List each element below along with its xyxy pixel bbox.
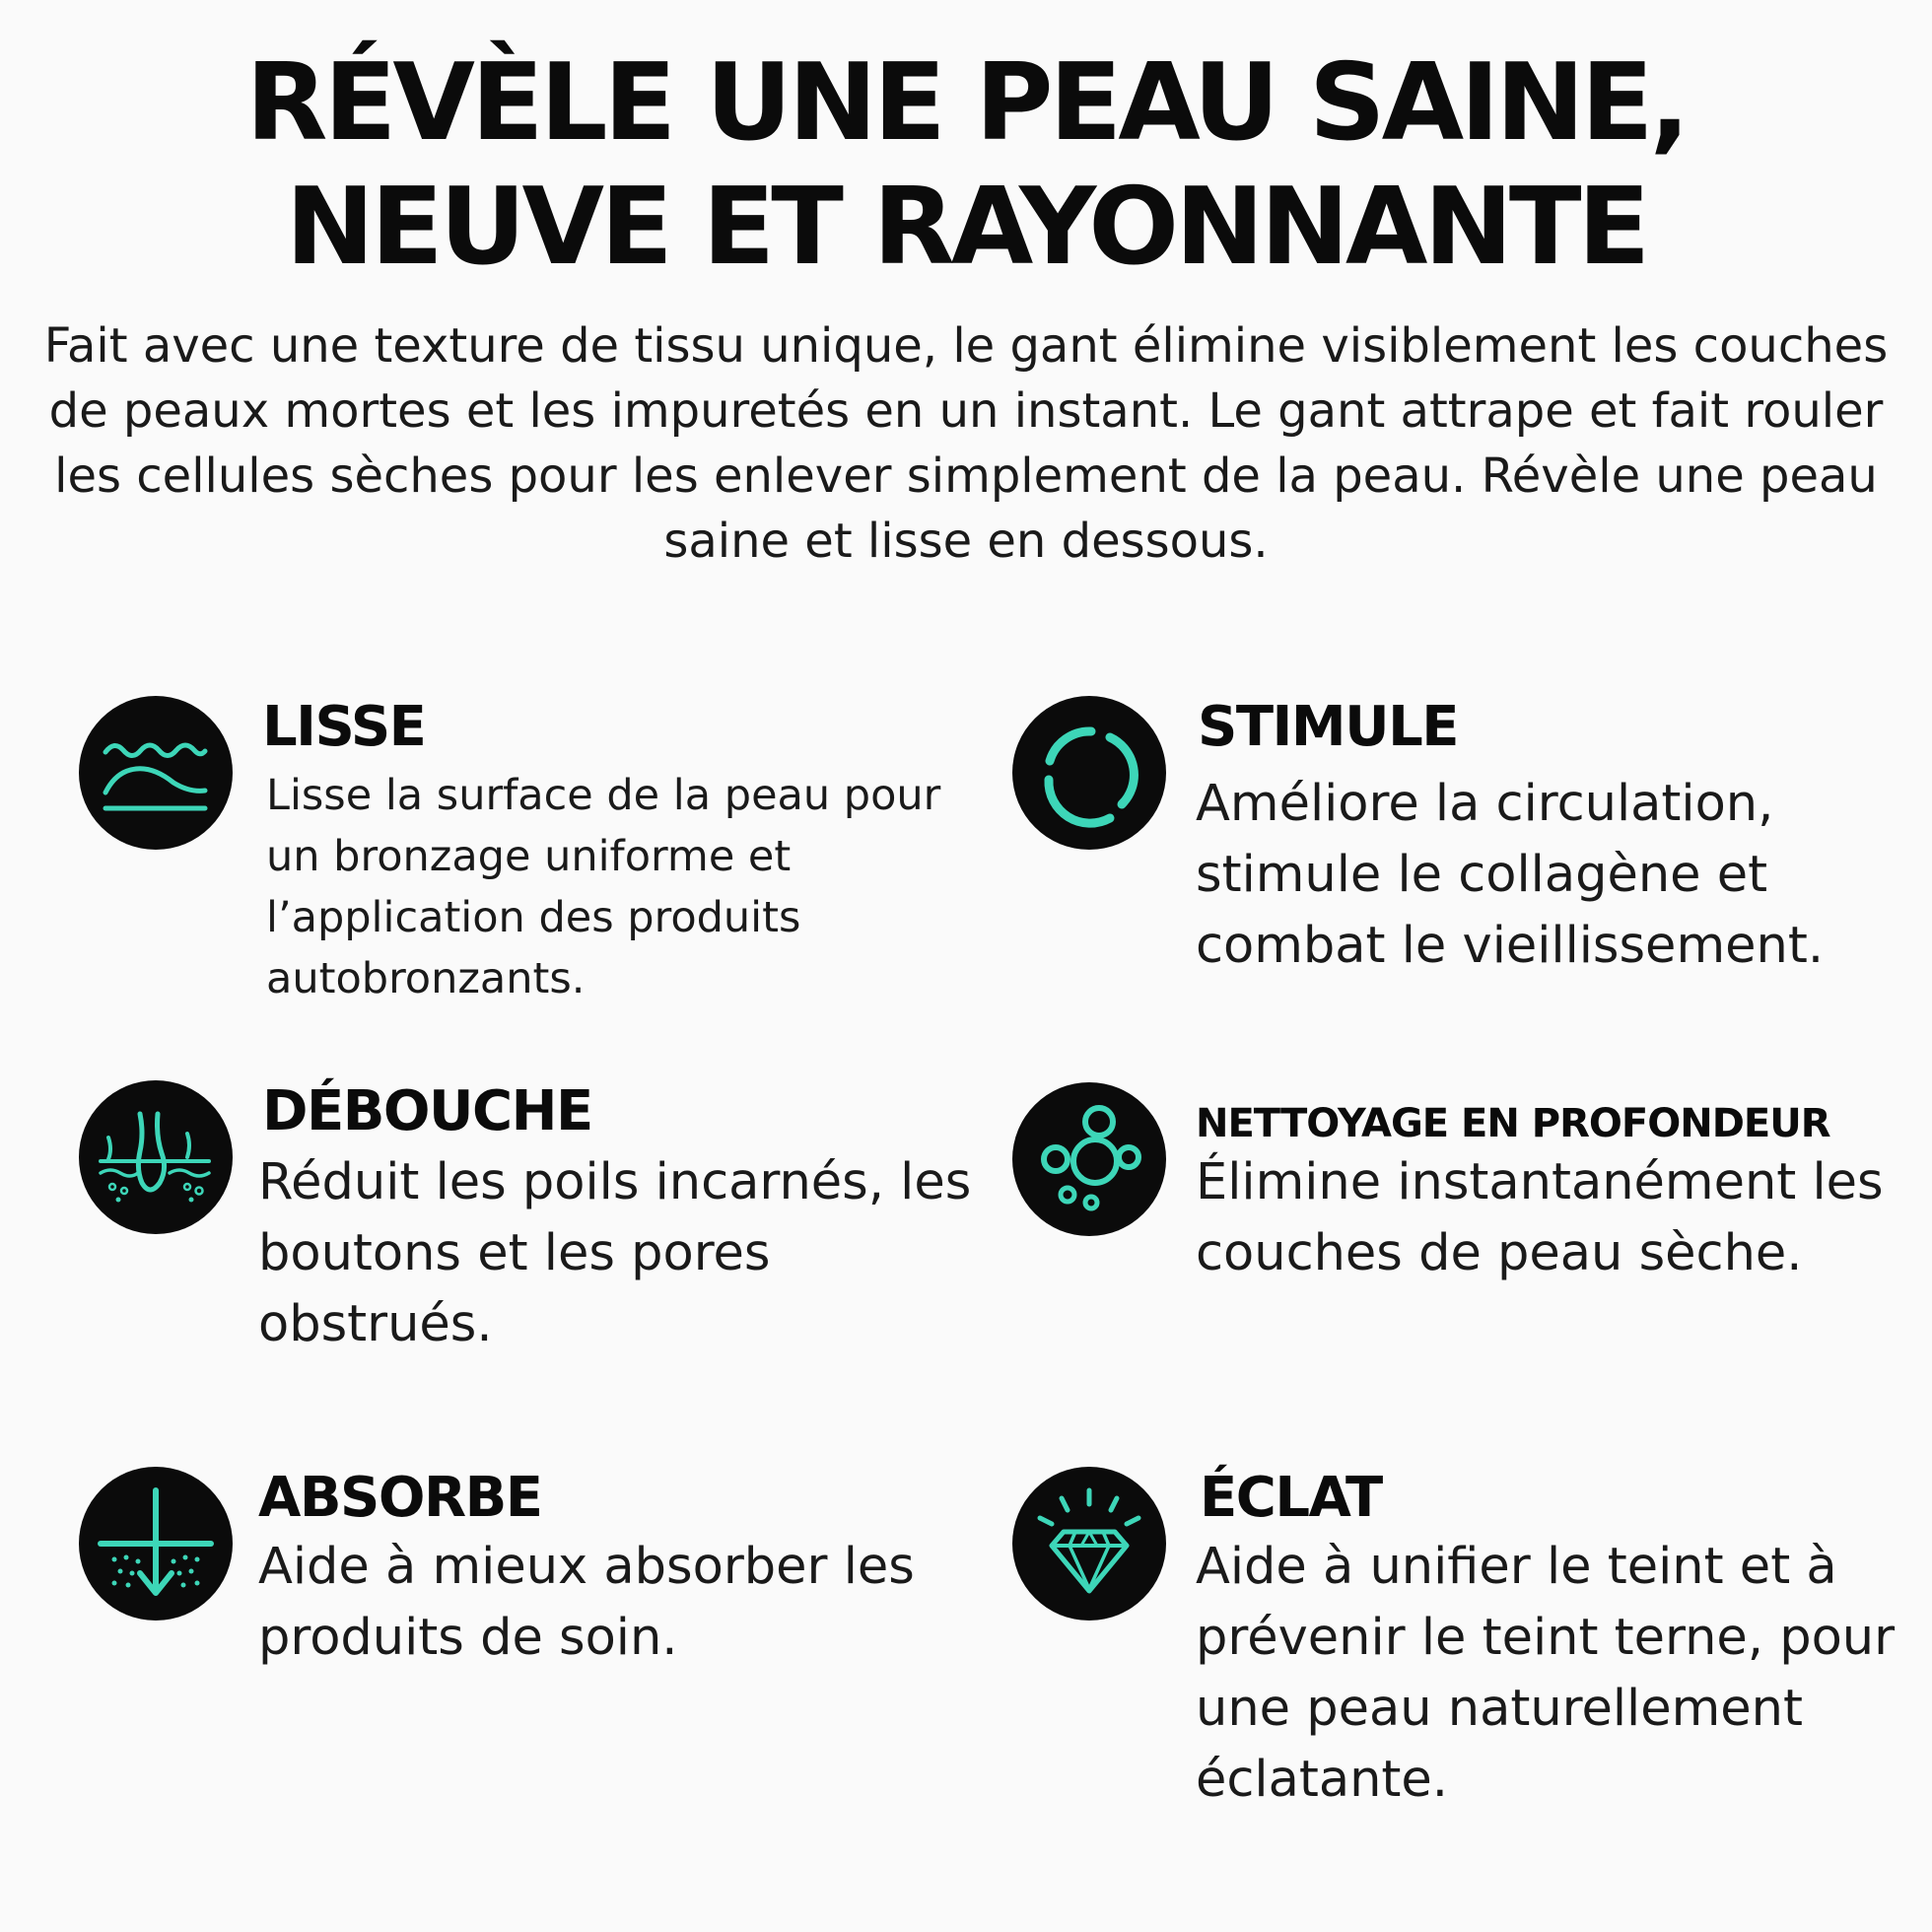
feature-title: STIMULE <box>1198 695 1459 759</box>
feature-stimule <box>1012 696 1919 1001</box>
feature-description: Réduit les poils incarnés, les boutons et les pores obstrués. <box>258 1153 972 1353</box>
intro-paragraph: Fait avec une texture de tissu unique, le gant élimine visiblement les couches de peaux mortes et les impuretés en un instant. Le gant attrape et fait rouler les cellules sèches pour les enlever simplement de la peau. Révèle une peau saine et lisse en dessous. <box>43 318 1889 569</box>
feature-lisse <box>79 696 966 1021</box>
diamond-icon <box>1012 1467 1166 1621</box>
bubbles-icon <box>1012 1082 1166 1236</box>
feature-eclat <box>1012 1467 1919 1831</box>
feature-title: ÉCLAT <box>1200 1466 1382 1530</box>
feature-description: Élimine instantanément les couches de peau sèche. <box>1196 1153 1884 1282</box>
feature-title: ABSORBE <box>258 1466 542 1530</box>
feature-description: Aide à mieux absorber les produits de soin. <box>258 1538 915 1667</box>
headline-line-1: RÉVÈLE UNE PEAU SAINE, <box>245 41 1687 165</box>
circular-arrows-icon <box>1012 696 1166 850</box>
hair-follicle-icon <box>79 1080 233 1234</box>
feature-description: Lisse la surface de la peau pour un bronzage uniforme et l’application des produits autobronzants. <box>266 771 941 1003</box>
waves-icon <box>79 696 233 850</box>
headline <box>0 41 1932 290</box>
feature-title: NETTOYAGE EN PROFONDEUR <box>1196 1101 1830 1146</box>
feature-description: Améliore la circulation, stimule le collagène et combat le vieillissement. <box>1196 775 1825 975</box>
feature-absorbe <box>79 1467 986 1693</box>
feature-debouche <box>79 1080 986 1376</box>
feature-description: Aide à unifier le teint et à prévenir le teint terne, pour une peau naturellement éclatante. <box>1196 1538 1896 1809</box>
absorb-arrow-icon <box>79 1467 233 1621</box>
headline-line-2: NEUVE ET RAYONNANTE <box>285 166 1647 289</box>
feature-nettoyage <box>1012 1082 1919 1378</box>
feature-title: DÉBOUCHE <box>262 1079 592 1143</box>
feature-title: LISSE <box>262 695 426 759</box>
